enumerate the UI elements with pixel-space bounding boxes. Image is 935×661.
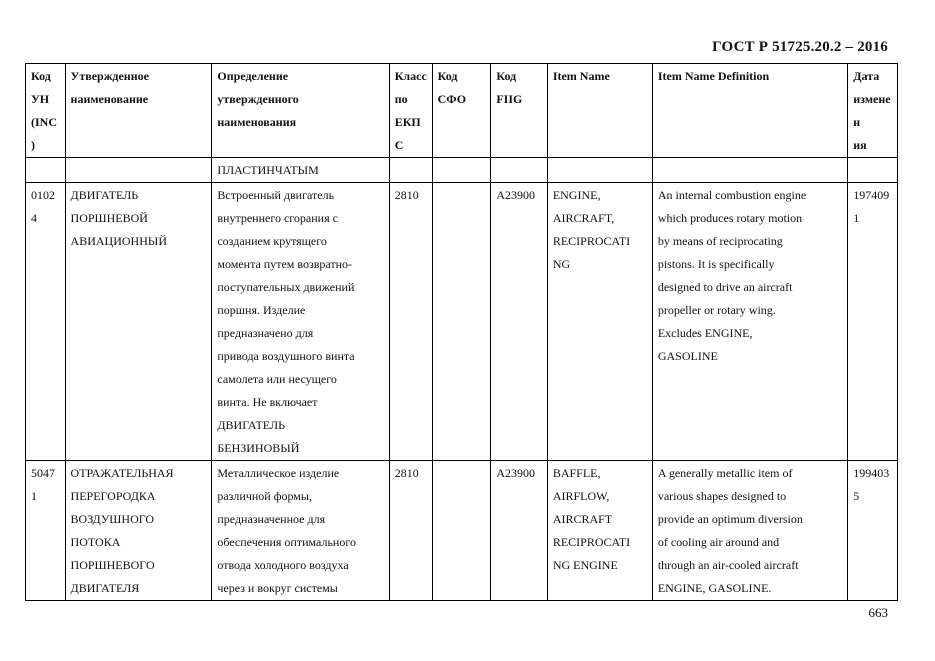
column-header-date: Дата изменен ия xyxy=(848,64,898,158)
cell-sfo xyxy=(432,461,491,601)
column-header-approved-name: Утвержденное наименование xyxy=(65,64,212,158)
continuation-definition: ПЛАСТИНЧАТЫМ xyxy=(212,158,389,183)
column-header-item-definition: Item Name Definition xyxy=(652,64,847,158)
cell-code: 01024 xyxy=(26,183,66,461)
table-row-continuation xyxy=(26,158,898,183)
cell-item-name: ENGINE, AIRCRAFT, RECIPROCATI NG xyxy=(547,183,652,461)
cell-definition: Встроенный двигатель внутреннего сгорания с созданием крутящего момента путем возвратно- поступательных движений поршня. Изделие предназначено для привода воздушного винта самолета или несущего винта. Не включает ДВИГАТЕЛЬ БЕНЗИНОВЫЙ xyxy=(212,183,389,461)
table-header-row xyxy=(26,64,898,158)
document-code: ГОСТ Р 51725.20.2 – 2016 xyxy=(712,39,888,55)
cell-definition: Металлическое изделие различной формы, предназначенное для обеспечения оптимального отвода холодного воздуха через и вокруг системы xyxy=(212,461,389,601)
column-header-sfo: Код СФО xyxy=(432,64,491,158)
cell-class: 2810 xyxy=(389,183,432,461)
cell-item-definition: An internal combustion engine which produces rotary motion by means of reciprocating pistons. It is specifically designed to drive an aircraft propeller or rotary wing. Excludes ENGINE, GASOLINE xyxy=(652,183,847,461)
table-row xyxy=(26,183,898,461)
cell-sfo xyxy=(432,183,491,461)
column-header-class: Класс по ЕКПС xyxy=(389,64,432,158)
column-header-code: Код УН (INC) xyxy=(26,64,66,158)
column-header-definition: Определение утвержденного наименования xyxy=(212,64,389,158)
cell-approved-name: ДВИГАТЕЛЬ ПОРШНЕВОЙ АВИАЦИОННЫЙ xyxy=(65,183,212,461)
catalog-table xyxy=(25,63,898,601)
cell-class: 2810 xyxy=(389,461,432,601)
cell-approved-name: ОТРАЖАТЕЛЬНАЯ ПЕРЕГОРОДКА ВОЗДУШНОГО ПОТОКА ПОРШНЕВОГО ДВИГАТЕЛЯ xyxy=(65,461,212,601)
cell-code: 50471 xyxy=(26,461,66,601)
page-number: 663 xyxy=(868,605,888,620)
cell-fiig: A23900 xyxy=(491,183,547,461)
cell-date: 1974091 xyxy=(848,183,898,461)
table-row xyxy=(26,461,898,601)
cell-fiig: A23900 xyxy=(491,461,547,601)
cell-date: 1994035 xyxy=(848,461,898,601)
cell-item-name: BAFFLE, AIRFLOW, AIRCRAFT RECIPROCATI NG ENGINE xyxy=(547,461,652,601)
cell-item-definition: A generally metallic item of various shapes designed to provide an optimum diversion of cooling air around and through an air-cooled aircraft ENGINE, GASOLINE. xyxy=(652,461,847,601)
column-header-fiig: Код FIIG xyxy=(491,64,547,158)
column-header-item-name: Item Name xyxy=(547,64,652,158)
